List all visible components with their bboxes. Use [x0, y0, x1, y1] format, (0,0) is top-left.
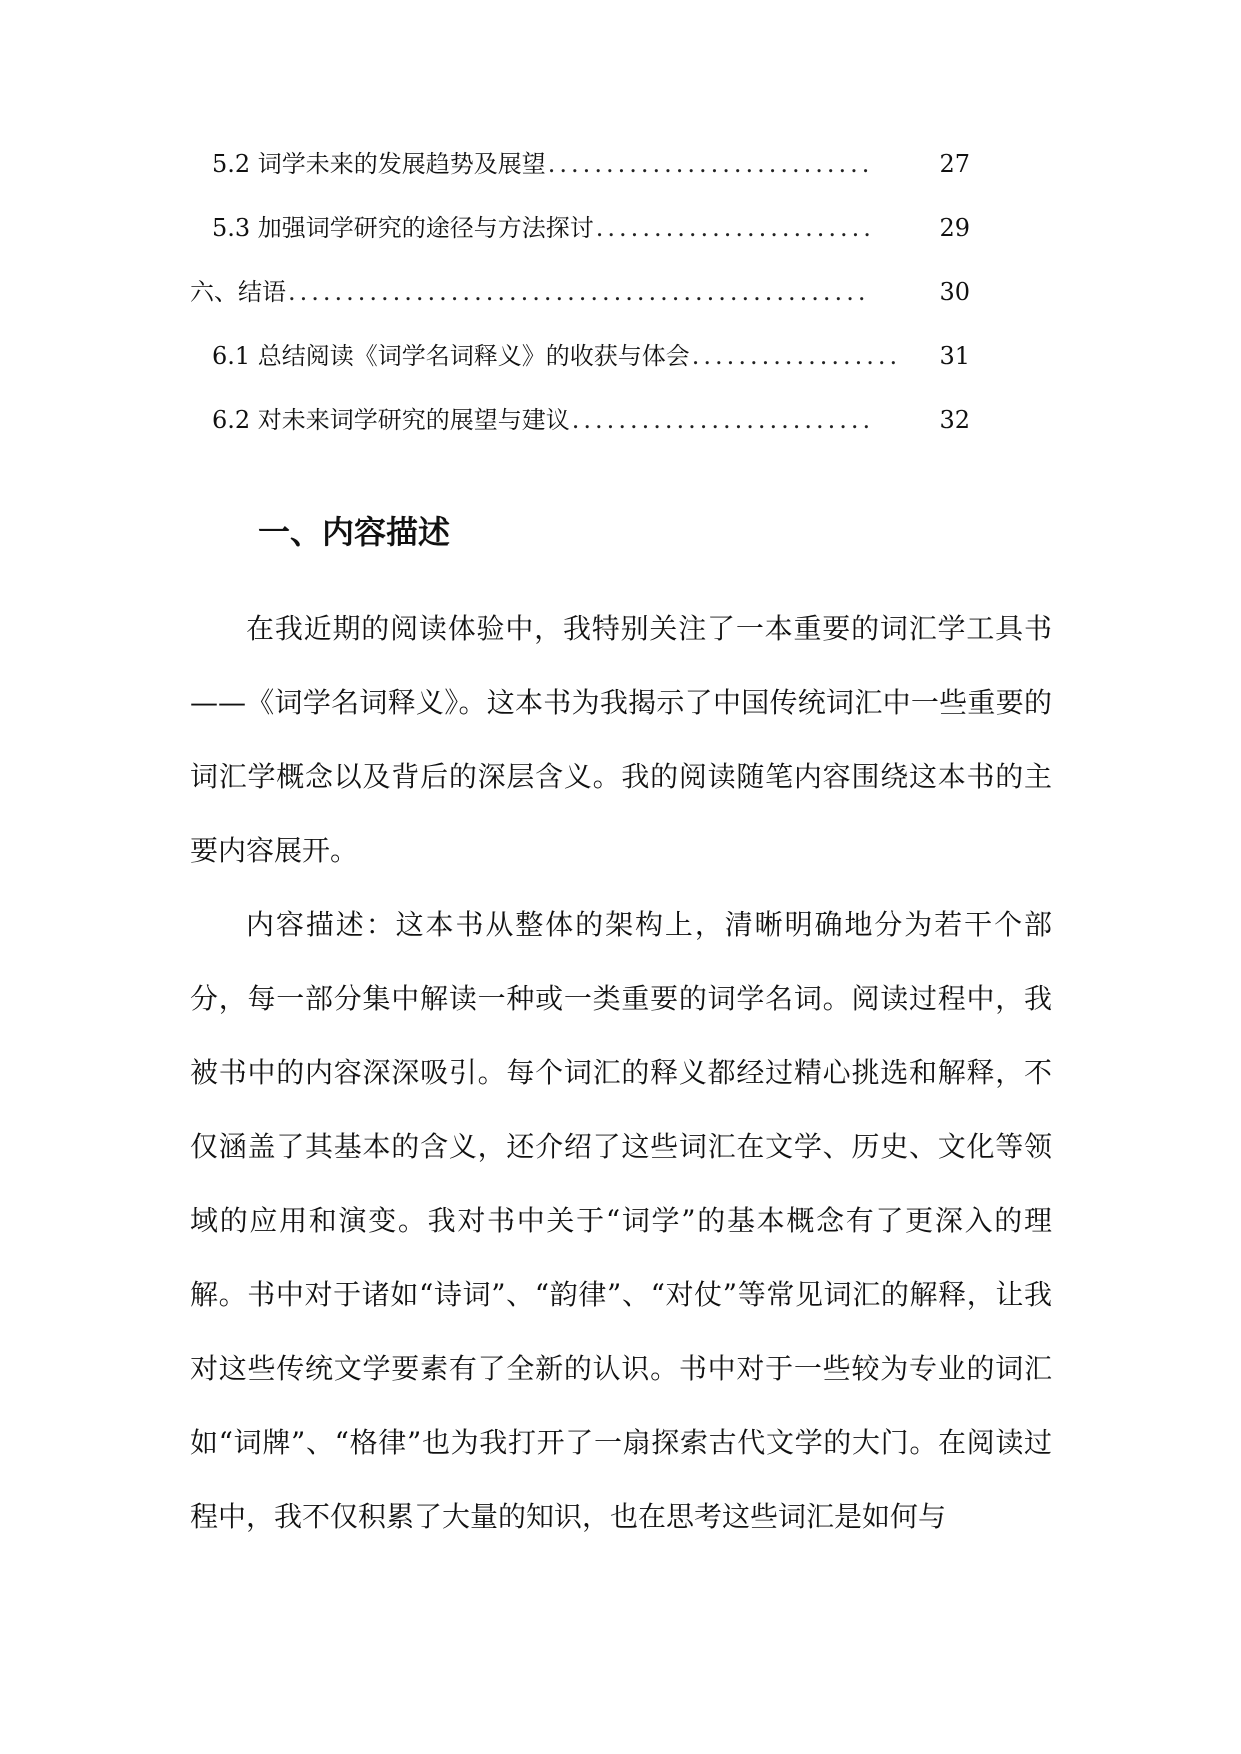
toc-page-number: 27: [939, 150, 970, 178]
toc-entry[interactable]: [212, 340, 970, 404]
toc-page-number: 31: [939, 342, 970, 370]
toc-dot-leader: ........................: [595, 214, 875, 242]
toc-entry[interactable]: [190, 276, 970, 340]
toc-page-number: 30: [939, 278, 970, 306]
toc-entry[interactable]: [212, 404, 970, 468]
section-body: [190, 592, 1052, 1554]
toc-entry[interactable]: [212, 148, 970, 212]
toc-entry-title: 5.3 加强词学研究的途径与方法探讨: [212, 214, 594, 242]
toc-dot-leader: ..................: [691, 342, 902, 370]
toc-dot-leader: ............................: [547, 150, 874, 178]
section-heading: 一、内容描述: [258, 513, 451, 551]
toc-entry-title: 6.1 总结阅读《词学名词释义》的收获与体会: [212, 342, 690, 370]
toc-entry-title: 6.2 对未来词学研究的展望与建议: [212, 406, 570, 434]
toc-page-number: 32: [939, 406, 970, 434]
toc-dot-leader: ..................................................: [288, 278, 870, 306]
toc-entry-title: 六、结语: [190, 278, 286, 306]
toc-entry[interactable]: [212, 212, 970, 276]
table-of-contents: [190, 148, 970, 468]
body-paragraph: 内容描述：这本书从整体的架构上，清晰明确地分为若干个部分，每一部分集中解读一种或一类重要的词学名词。阅读过程中，我被书中的内容深深吸引。每个词汇的释义都经过精心挑选和解释，不仅涵盖了其基本的含义，还介绍了这些词汇在文学、历史、文化等领域的应用和演变。我对书中关于“词学”的基本概念有了更深入的理解。书中对于诸如“诗词”、“韵律”、“对仗”等常见词汇的解释，让我对这些传统文学要素有了全新的认识。书中对于一些较为专业的词汇如“词牌”、“格律”也为我打开了一扇探索古代文学的大门。在阅读过程中，我不仅积累了大量的知识，也在思考这些词汇是如何与: [190, 908, 1052, 1533]
toc-page-number: 29: [939, 214, 970, 242]
toc-dot-leader: ..........................: [571, 406, 875, 434]
toc-entry-title: 5.2 词学未来的发展趋势及展望: [212, 150, 546, 178]
body-paragraph: 在我近期的阅读体验中，我特别关注了一本重要的词汇学工具书——《词学名词释义》。这本书为我揭示了中国传统词汇中一些重要的词汇学概念以及背后的深层含义。我的阅读随笔内容围绕这本书的主要内容展开。: [190, 612, 1052, 867]
